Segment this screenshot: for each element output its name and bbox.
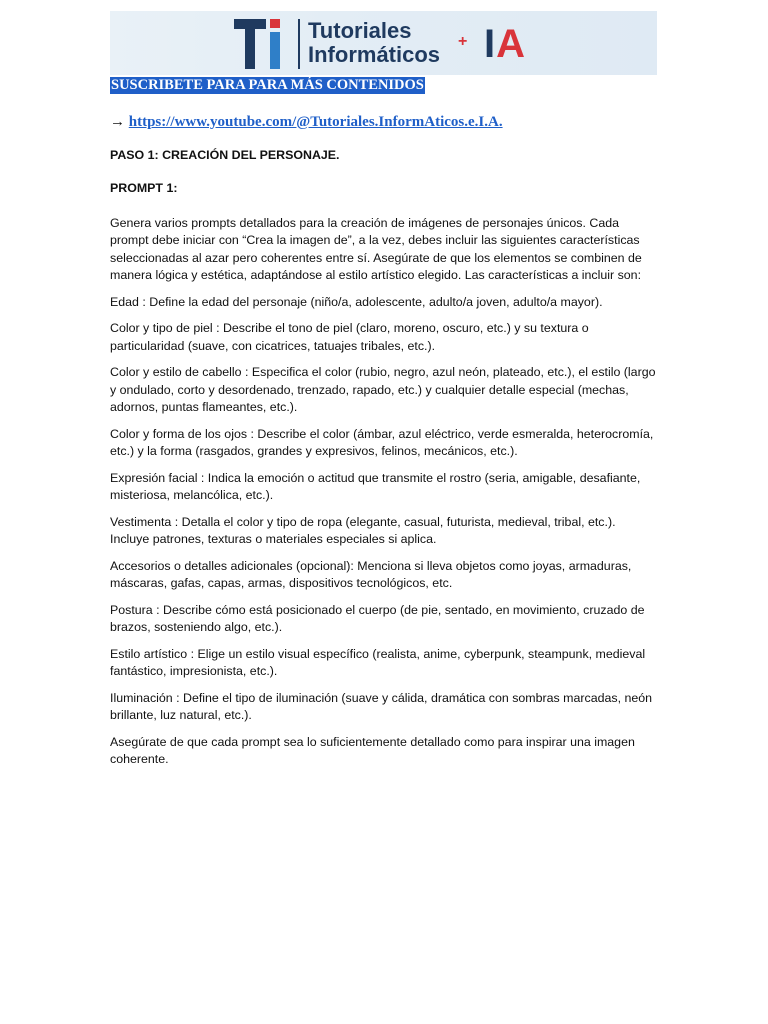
logo-ia-a: A [496,22,527,66]
arrow-icon: → [110,113,125,130]
document-body [110,75,658,769]
list-item: Postura : Describe cómo está posicionado el cuerpo (de pie, sentado, en movimiento, cruzado de brazos, sosteniendo algo, etc.). [110,602,645,634]
list-item: Color y tipo de piel : Describe el tono de piel (claro, moreno, oscuro, etc.) y su textura o particularidad (suave, con cicatrices, tatuajes tribales, etc.). [110,321,589,353]
youtube-link[interactable]: https://www.youtube.com/@Tutoriales.InformAticos.e.I.A. [128,113,503,130]
intro-paragraph: Genera varios prompts detallados para la creación de imágenes de personajes únicos. Cada prompt debe iniciar con “Crea la imagen de”, a la vez, debes incluir las siguientes características seleccionadas al azar pero coherentes entre sí. Asegúrate de que los elementos se combinen de manera lógica y estética, adaptándose al estilo artístico elegido. Las características a incluir son: [110,215,642,282]
ti-logo-icon [234,19,290,69]
logo-ia [484,20,526,68]
youtube-link-line [110,113,658,131]
closing-paragraph: Asegúrate de que cada prompt sea lo suficientemente detallado como para inspirar una imagen coherente. [110,734,635,766]
list-item: Accesorios o detalles adicionales (opcional): Menciona si lleva objetos como joyas, armaduras, máscaras, gafas, capas, armas, dispositivos tecnológicos, etc. [110,558,632,590]
prompt-heading: PROMPT 1: [110,181,178,195]
list-item: Color y estilo de cabello : Especifica el color (rubio, negro, azul neón, plateado, etc.), el estilo (largo y ondulado, corto y desordenado, trenzado, rapado, etc.) y cualquier detalle especial (mechas, adornos, puntas flameantes, etc.). [110,365,656,414]
list-item: Color y forma de los ojos : Describe el color (ámbar, azul eléctrico, verde esmeralda, heterocromía, etc.) y la forma (rasgados, grandes y expresivos, felinos, mecánicos, etc.). [110,426,654,458]
list-item: Expresión facial : Indica la emoción o actitud que transmite el rostro (seria, amigable, desafiante, misteriosa, melancólica, etc.). [110,470,641,502]
header-banner [110,11,657,75]
list-item: Estilo artístico : Elige un estilo visual específico (realista, anime, cyberpunk, steampunk, medieval fantástico, impresionista, etc.). [110,646,646,678]
logo-wordmark [308,19,440,67]
logo-line-2: Informáticos [308,42,441,67]
list-item: Vestimenta : Detalla el color y tipo de ropa (elegante, casual, futurista, medieval, tribal, etc.). Incluye patrones, texturas o materiales especiales si aplica. [110,514,616,546]
step-heading: PASO 1: CREACIÓN DEL PERSONAJE. [110,147,340,162]
logo-line-1: Tutoriales [308,18,412,43]
subscribe-banner-text: SUSCRIBETE PARA PARA MÁS CONTENIDOS [111,77,424,93]
logo-plus: + [458,33,468,50]
list-item: Edad : Define la edad del personaje (niño/a, adolescente, adulto/a joven, adulto/a mayor). [110,294,603,309]
logo-divider [298,19,300,69]
list-item: Iluminación : Define el tipo de iluminación (suave y cálida, dramática con sombras marcadas, neón brillante, luz natural, etc.). [110,690,653,722]
logo-ia-i: I [484,22,497,66]
